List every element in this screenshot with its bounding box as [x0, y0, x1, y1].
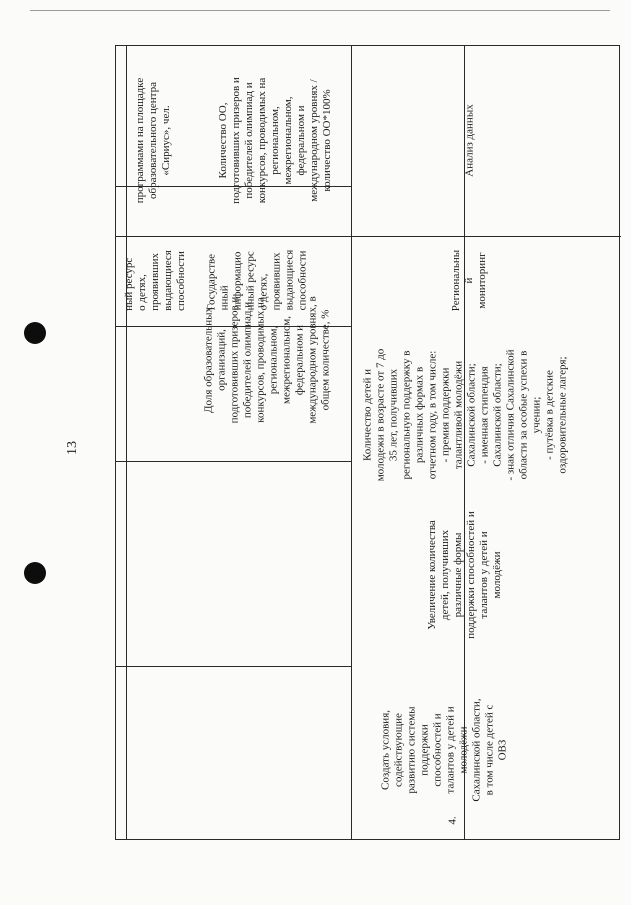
- method-cell-analysis: [440, 48, 500, 233]
- indicator-cell-top: [125, 45, 183, 235]
- source-text-state: Государстве нный информацио нный ресурс о детях, проявивших выдающиеся способности: [205, 249, 309, 311]
- indicator-text-youth: Количество детей и молодежи в возрасте от 7 до 35 лет, получивших региональную поддержку в различных формах в отчетном году, в том числе: - премия поддержки талантливой молодёжи Сахалинской области; - именная стипендия Сахалинской области; - знак отличия Сахалинской области за особые успехи в учении; - путёвка в детские оздоровительные лагеря;: [360, 348, 568, 482]
- method-text-count: Количество ОО, подготовивших призеров и победителей олимпиад и конкурсов, проводимых на региональном, межрегиональном, федеральном и международном уровнях / количество ОО*100%: [216, 77, 333, 204]
- top-rule: [30, 10, 610, 11]
- punch-hole-top: [24, 322, 46, 344]
- method-cell-count: [200, 48, 350, 233]
- task-cell: [410, 485, 520, 665]
- indicator-text-share: Доля образовательных организаций, подготовивших призеров и победителей олимпиад и конкурсов, проводимых на региональном, межрегиональном, федеральном и международном уровнях, в общем количестве, %: [202, 296, 332, 424]
- task-text: Увеличение количества детей, получивших различные формы поддержки способностей и талантов у детей и молодёжи: [426, 511, 504, 639]
- goal-text: Создать условия, содействующие развитию системы поддержки способностей и талантов у детей и молодёжи Сахалинской области, в том числе детей с ОВЗ: [380, 698, 509, 802]
- source-cell-top: [122, 235, 187, 325]
- indicator-cell-youth: [340, 325, 590, 505]
- source-cell-state: [200, 235, 315, 325]
- row-number: 4.: [446, 815, 459, 825]
- indicator-text-sirius: программами на площадке образовательного центра «Сириус», чел.: [134, 77, 173, 203]
- page-number: 13: [65, 441, 80, 455]
- punch-hole-bottom: [24, 562, 46, 584]
- row-divider: [116, 666, 351, 667]
- source-text-top: ный ресурс о детях, проявивших выдающиеся способности: [122, 249, 187, 311]
- method-text-analysis: Анализ данных: [463, 104, 476, 177]
- source-text-monitoring: Региональны й мониторинг: [450, 249, 489, 311]
- source-cell-monitoring: [440, 235, 500, 325]
- goal-cell: [355, 665, 535, 835]
